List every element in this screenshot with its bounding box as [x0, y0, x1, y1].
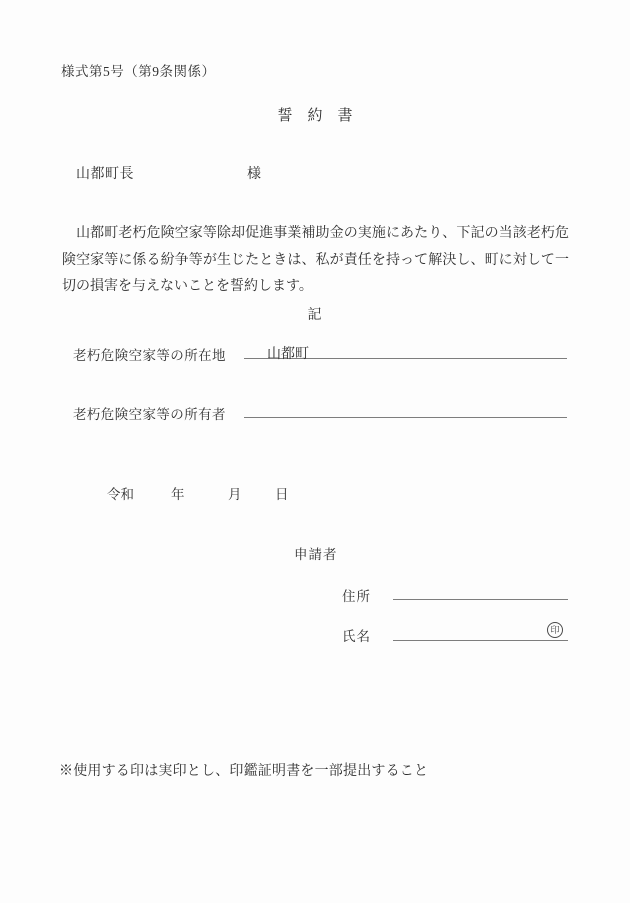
list-marker: 記 [307, 308, 323, 323]
addressee-name: 山都町長 [76, 167, 134, 182]
date-day-label: 日 [275, 487, 289, 502]
field-label-location: 老朽危険空家等の所在地 [73, 348, 226, 363]
field-value-location: 山都町 [267, 347, 309, 362]
date-month-label: 月 [228, 487, 242, 502]
date-year-label: 年 [171, 487, 185, 502]
addressee-honorific: 様 [247, 167, 261, 182]
pledge-body-text: 山都町老朽危険空家等除却促進事業補助金の実施にあたり、下記の当該老朽危険空家等に係る紛争等が生じたときは、私が責任を持って解決し、町に対して一切の損害を与えないことを誓約します。 [62, 226, 569, 294]
applicant-name-label: 氏名 [342, 629, 371, 644]
applicant-name-line [393, 625, 568, 641]
applicant-address-label: 住所 [342, 589, 371, 604]
document-title: 誓 約 書 [277, 108, 353, 124]
date-era-label: 令和 [107, 487, 134, 502]
form-number: 様式第5号（第9条関係） [61, 64, 216, 79]
field-label-owner: 老朽危険空家等の所有者 [73, 407, 226, 422]
field-line-owner [244, 402, 567, 418]
footnote: ※使用する印は実印とし、印鑑証明書を一部提出すること [59, 764, 429, 779]
applicant-address-line [393, 584, 568, 600]
seal-mark-icon: 印 [547, 622, 563, 638]
applicant-heading: 申請者 [294, 547, 338, 562]
